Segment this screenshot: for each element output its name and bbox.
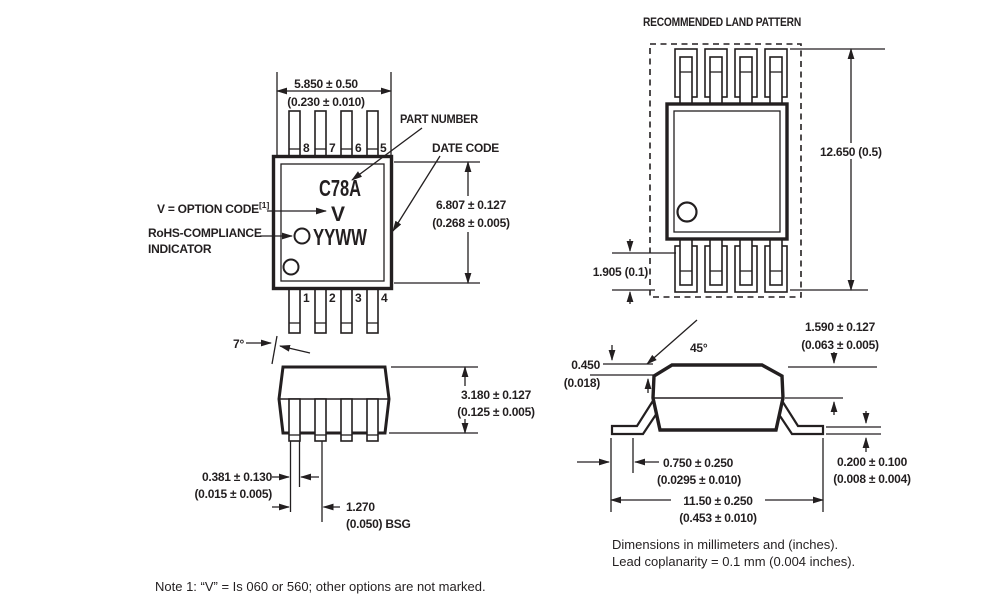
dim-pitch-mm: 1.270 — [346, 500, 375, 514]
dim-overall-mm: 11.50 ± 0.250 — [683, 494, 753, 508]
pin-number: 4 — [381, 291, 388, 305]
pin-lead — [315, 288, 326, 333]
dim-overall-in: (0.453 ± 0.010) — [679, 511, 757, 525]
pin-lead — [710, 57, 722, 104]
dim-lead-width-mm: 0.381 ± 0.130 — [201, 470, 272, 484]
dim-width-in: (0.230 ± 0.010) — [287, 95, 365, 109]
dim-lead-thickness-in: (0.008 ± 0.004) — [833, 472, 911, 486]
angle-reference-line — [272, 336, 277, 364]
dim-land-overall: 12.650 (0.5) — [820, 145, 882, 159]
dim-lead-angle: 45° — [690, 341, 708, 355]
dim-draft-angle: 7° — [233, 337, 244, 351]
dim-chamfer-in: (0.018) — [563, 376, 600, 390]
pin-lead — [740, 57, 752, 104]
pin1-marker-circle — [678, 203, 697, 222]
rohs-label-line2: INDICATOR — [148, 242, 212, 256]
footer-units-note: Dimensions in millimeters and (inches). — [612, 537, 839, 552]
profile-view — [564, 320, 911, 525]
pin-lead — [770, 239, 782, 285]
land-pattern-bottom-pads — [675, 239, 787, 292]
pin-number: 5 — [380, 141, 387, 155]
marking-date-code: YYWW — [313, 224, 368, 250]
pin-number: 2 — [329, 291, 336, 305]
land-pattern-title: RECOMMENDED LAND PATTERN — [643, 15, 801, 29]
marking-part-number: C78A — [319, 175, 361, 201]
date-code-label: DATE CODE — [432, 141, 500, 155]
top-view — [148, 72, 515, 333]
leader-line — [280, 346, 310, 353]
dim-width-mm: 5.850 ± 0.50 — [294, 77, 358, 91]
pin-lead — [341, 288, 352, 333]
pin-number: 1 — [303, 291, 310, 305]
pin-lead — [341, 111, 352, 158]
land-pattern-top-pads — [675, 49, 787, 104]
pin-lead — [289, 288, 300, 333]
pin-number: 6 — [355, 141, 362, 155]
dim-height-mm: 6.807 ± 0.127 — [435, 198, 507, 212]
dim-height-in: (0.268 ± 0.005) — [432, 216, 510, 230]
dim-stack-height-mm: 3.180 ± 0.127 — [460, 388, 532, 402]
footer-coplanarity-note: Lead coplanarity = 0.1 mm (0.004 inches). — [612, 554, 856, 569]
pin-number: 7 — [329, 141, 336, 155]
land-pattern — [593, 15, 890, 304]
marking-option-code: V — [330, 203, 346, 226]
rohs-indicator-circle — [295, 229, 310, 244]
dim-chamfer-mm: 0.450 — [571, 358, 600, 372]
pin-lead — [770, 57, 782, 104]
pin-lead — [680, 57, 692, 104]
dim-lead-thickness-mm: 0.200 ± 0.100 — [836, 455, 908, 469]
option-code-label: V = OPTION CODE[1] — [157, 200, 270, 216]
pin-lead — [367, 288, 378, 333]
dim-stack-height-in: (0.125 ± 0.005) — [457, 405, 535, 419]
option-code-footnote: Note 1: “V” = Is 060 or 560; other options are not marked. — [155, 579, 486, 594]
pin-lead — [289, 111, 300, 158]
dim-pad-length: 1.905 (0.1) — [592, 265, 648, 279]
dim-foot-mm: 0.750 ± 0.250 — [663, 456, 734, 470]
dim-standoff-mm: 1.590 ± 0.127 — [804, 320, 876, 334]
pin-lead — [710, 239, 722, 285]
dim-pitch-in: (0.050) BSG — [346, 517, 411, 531]
dim-lead-width-in: (0.015 ± 0.005) — [194, 487, 272, 501]
pin-number: 8 — [303, 141, 310, 155]
pin-lead — [680, 239, 692, 285]
side-view — [194, 336, 541, 531]
pin1-marker-circle — [284, 260, 299, 275]
pin-lead — [367, 111, 378, 158]
dim-foot-in: (0.0295 ± 0.010) — [657, 473, 741, 487]
pin-number: 3 — [355, 291, 362, 305]
pin-lead — [740, 239, 752, 285]
pin-lead — [315, 111, 326, 158]
part-number-label: PART NUMBER — [400, 112, 479, 126]
dim-standoff-in: (0.063 ± 0.005) — [801, 338, 879, 352]
rohs-label-line1: RoHS-COMPLIANCE — [148, 226, 262, 240]
